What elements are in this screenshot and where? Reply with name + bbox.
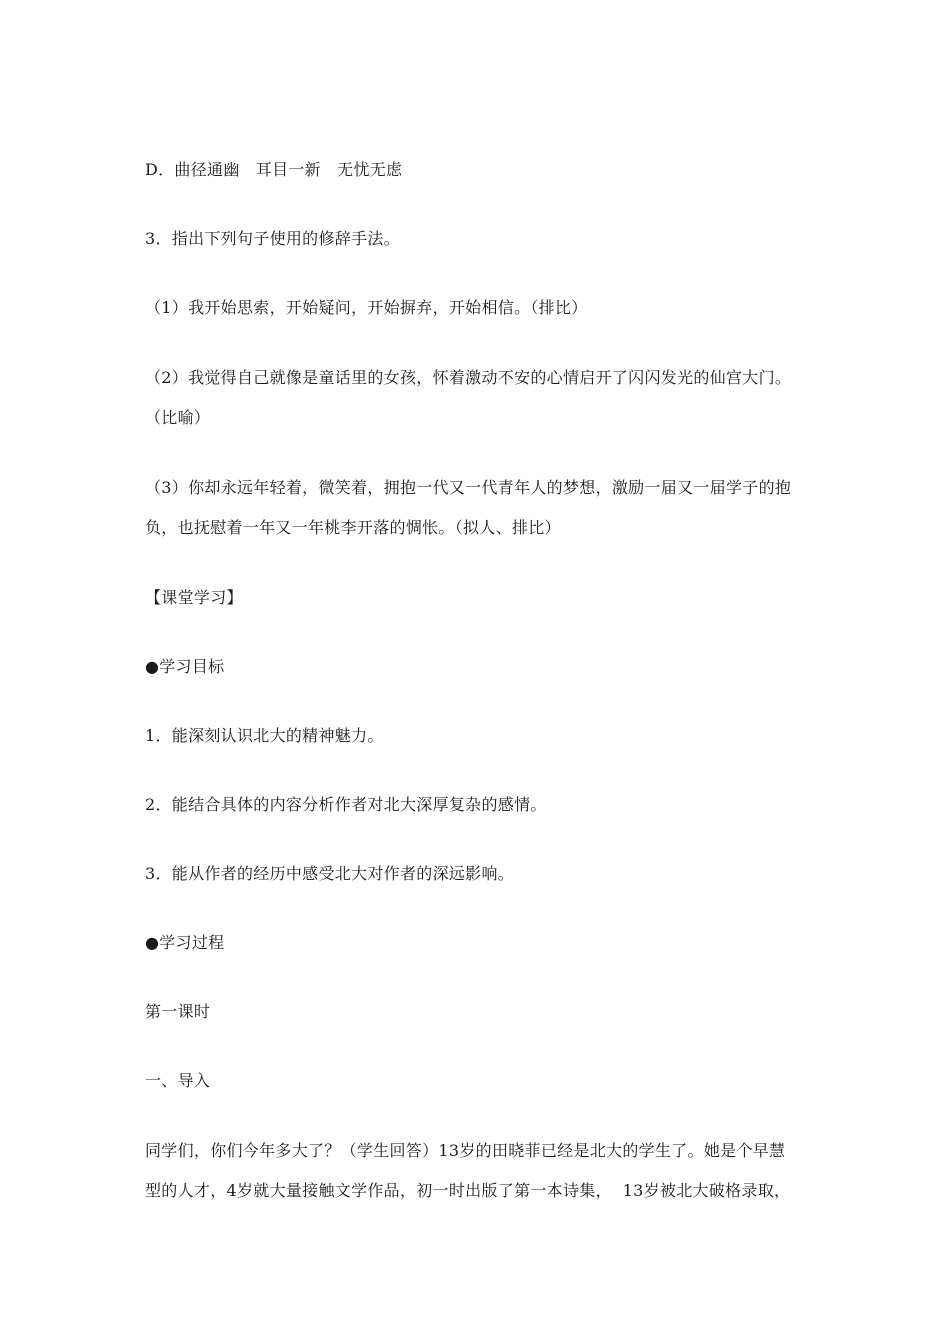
intro-paragraph-line-2: 型的人才，4岁就大量接触文学作品，初一时出版了第一本诗集， 13岁被北大破格录取， bbox=[145, 1181, 791, 1200]
intro-paragraph-line-1: 同学们，你们今年多大了？（学生回答）13岁的田晓菲已经是北大的学生了。她是个早慧 bbox=[145, 1141, 786, 1160]
sentence-1: （1）我开始思索，开始疑问，开始摒弃，开始相信。（排比） bbox=[145, 298, 588, 317]
goal-3: 3．能从作者的经历中感受北大对作者的深远影响。 bbox=[145, 864, 515, 883]
learning-process-heading: ●学习过程 bbox=[145, 933, 225, 952]
sentence-3-line-1: （3）你却永远年轻着，微笑着，拥抱一代又一代青年人的梦想，激励一届又一届学子的抱 bbox=[145, 478, 792, 497]
goal-1: 1．能深刻认识北大的精神魅力。 bbox=[145, 726, 384, 745]
sentence-2-line-2: （比喻） bbox=[145, 408, 211, 427]
learning-goals-heading: ●学习目标 bbox=[145, 657, 225, 676]
lesson-one-heading: 第一课时 bbox=[145, 1002, 211, 1021]
option-d-line: D．曲径通幽 耳目一新 无忧无虑 bbox=[145, 160, 403, 179]
question-3-heading: 3．指出下列句子使用的修辞手法。 bbox=[145, 229, 400, 248]
sentence-2-line-1: （2）我觉得自己就像是童话里的女孩，怀着激动不安的心情启开了闪闪发光的仙宫大门。 bbox=[145, 368, 792, 387]
goal-2: 2．能结合具体的内容分析作者对北大深厚复杂的感情。 bbox=[145, 795, 547, 814]
sentence-3-line-2: 负，也抚慰着一年又一年桃李开落的惆怅。（拟人、排比） bbox=[145, 518, 561, 537]
section-heading-classroom: 【课堂学习】 bbox=[145, 588, 243, 607]
intro-heading: 一、导入 bbox=[145, 1071, 211, 1090]
